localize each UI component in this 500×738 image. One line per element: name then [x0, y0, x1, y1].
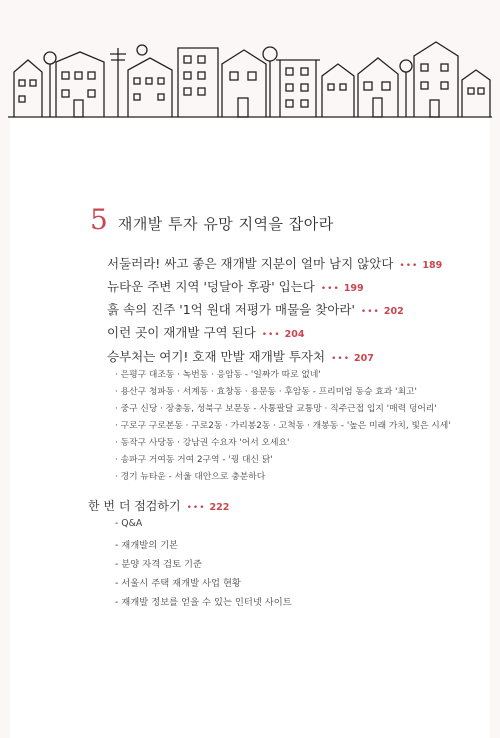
toc-subentry: · 용산구 청파동 · 서계동 · 효창동 · 용문동 · 후암동 - 프리미엄 동승 효과 '최고' [115, 387, 417, 397]
toc-entry-title: 승부처는 여기! 호재 만발 재개발 투자처 [107, 349, 326, 364]
toc-entry[interactable]: 흙 속의 진주 '1억 원대 저평가 매물을 찾아라' ••• 202 [107, 302, 404, 317]
section-item: - 서울시 주택 재개발 사업 현황 [115, 578, 241, 589]
section-page-number: 222 [209, 502, 230, 513]
toc-page-number: 202 [383, 306, 404, 317]
toc-entry[interactable]: 승부처는 여기! 호재 만발 재개발 투자처 ••• 207 [107, 349, 374, 364]
toc-page-number: 189 [422, 260, 443, 271]
chapter-heading [90, 203, 334, 236]
toc-page-number: 207 [354, 353, 374, 364]
toc-subentry: · 경기 뉴타운 - 서울 대안으로 충분하다 [115, 472, 266, 482]
toc-subentry: · 동작구 사당동 · 강남권 수요자 '어서 오세요' [115, 438, 290, 448]
toc-subentry: · 송파구 거여동 거여 2구역 - '꿩 대신 닭' [115, 455, 273, 465]
section-heading[interactable]: 한 번 더 점검하기 ••• 222 [88, 499, 230, 513]
toc-entry-title: 서둘러라! 싸고 좋은 재개발 지분이 얼마 남지 않았다 [107, 256, 394, 271]
section-title: 한 번 더 점검하기 [88, 499, 181, 513]
toc-subentry: · 구로구 구로본동 · 구로2동 · 가리봉2동 · 고척동 · 개봉동 - '높은 미래 가치, 빛은 시세' [115, 421, 451, 431]
toc-entry[interactable]: 뉴타운 주변 지역 '덩달아 후광' 입는다 ••• 199 [107, 279, 364, 294]
town-illustration [0, 0, 500, 120]
section-item: - 재개발 정보를 얻을 수 있는 인터넷 사이트 [115, 597, 292, 608]
chapter-title: 재개발 투자 유망 지역을 잡아라 [117, 215, 334, 233]
section-item: - 재개발의 기본 [115, 540, 179, 551]
toc-entry-title: 흙 속의 진주 '1억 원대 저평가 매물을 찾아라' [107, 302, 355, 317]
toc-entry[interactable]: 서둘러라! 싸고 좋은 재개발 지분이 얼마 남지 않았다 ••• 189 [107, 256, 443, 271]
toc-entry[interactable]: 이런 곳이 재개발 구역 된다 ••• 204 [107, 325, 305, 340]
section-item: - 분양 자격 검토 기준 [115, 559, 203, 570]
toc-page-number: 199 [343, 283, 364, 294]
section-item: - Q&A [115, 518, 143, 529]
toc-entry-title: 이런 곳이 재개발 구역 된다 [107, 325, 256, 340]
toc-subentry: · 중구 신당 · 장충동, 성북구 보문동 - 사통팔달 교통망 · 직주근접 입지 '매력 덩어리' [115, 404, 437, 414]
toc-page-number: 204 [284, 329, 305, 340]
toc-entry-title: 뉴타운 주변 지역 '덩달아 후광' 입는다 [107, 279, 315, 294]
chapter-number: 5 [90, 203, 108, 236]
toc-subentry: · 은평구 대조동 · 녹번동 · 응암동 - '일짜가 따로 없네' [115, 370, 321, 380]
